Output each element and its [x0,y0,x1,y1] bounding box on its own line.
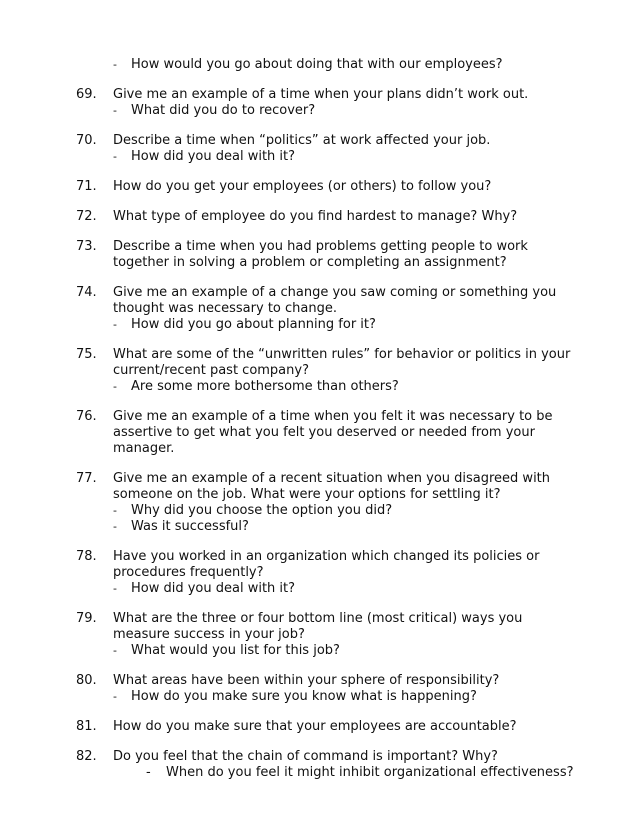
question-item [0,179,638,195]
question-number: 81. [76,719,97,734]
question-text: Have you worked in an organization which changed its policies or procedures frequently? [113,549,540,580]
dash-bullet: - [113,520,117,533]
question-number: 79. [76,611,97,626]
question-item [0,673,638,705]
dash-bullet: - [113,58,117,71]
sub-question-text: How would you go about doing that with our employees? [131,57,503,72]
question-item [0,471,638,535]
question-item [0,347,638,395]
sub-question-text: How did you go about planning for it? [131,317,376,332]
question-number: 75. [76,347,97,362]
question-item [0,409,638,457]
question-item [0,719,638,735]
question-item [0,239,638,271]
question-item [0,133,638,165]
sub-question-text: When do you feel it might inhibit organizational effectiveness? [166,765,574,780]
sub-question [113,519,583,535]
question-list [0,87,638,795]
question-text: What type of employee do you find hardest to manage? Why? [113,209,518,224]
sub-question-text: What would you list for this job? [131,643,340,658]
sub-question [113,503,583,519]
question-text: Describe a time when you had problems getting people to work together in solving a problem or completing an assignment? [113,239,528,270]
sub-question-text: What did you do to recover? [131,103,316,118]
sub-question-text: How do you make sure you know what is happening? [131,689,477,704]
question-number: 82. [76,749,97,764]
question-text: What are the three or four bottom line (most critical) ways you measure success in your job? [113,611,523,642]
question-text: Give me an example of a time when your plans didn’t work out. [113,87,529,102]
sub-question [113,379,583,395]
question-text: Give me an example of a change you saw coming or something you thought was necessary to change. [113,285,557,316]
question-number: 76. [76,409,97,424]
dash-bullet: - [113,150,117,163]
question-item [0,749,638,781]
question-text: What areas have been within your sphere of responsibility? [113,673,500,688]
question-text: What are some of the “unwritten rules” for behavior or politics in your current/recent past company? [113,347,571,378]
sub-question-text: How did you deal with it? [131,581,296,596]
sub-question-text: Was it successful? [131,519,249,534]
question-number: 74. [76,285,97,300]
dash-bullet: - [113,504,117,517]
dash-bullet: - [146,765,151,780]
question-number: 78. [76,549,97,564]
dash-bullet: - [113,582,117,595]
question-number: 80. [76,673,97,688]
sub-question [113,149,583,165]
question-item [0,285,638,333]
sub-question [113,103,583,119]
sub-question [113,317,583,333]
question-text: Describe a time when “politics” at work affected your job. [113,133,491,148]
question-item [0,611,638,659]
question-text: Give me an example of a time when you felt it was necessary to be assertive to get what you felt you deserved or needed from your manager. [113,409,553,456]
dash-bullet: - [113,380,117,393]
question-number: 71. [76,179,97,194]
question-item [0,209,638,225]
question-text: Do you feel that the chain of command is important? Why? [113,749,498,764]
question-number: 70. [76,133,97,148]
question-number: 72. [76,209,97,224]
sub-question [113,643,583,659]
continued-sub-question [113,57,583,73]
question-text: Give me an example of a recent situation when you disagreed with someone on the job. What were your options for settling it? [113,471,551,502]
dash-bullet: - [113,644,117,657]
question-number: 77. [76,471,97,486]
question-item [0,87,638,119]
sub-question-text: How did you deal with it? [131,149,296,164]
question-text: How do you get your employees (or others) to follow you? [113,179,492,194]
question-text: How do you make sure that your employees are accountable? [113,719,517,734]
sub-question-text: Why did you choose the option you did? [131,503,393,518]
sub-question [113,581,583,597]
question-item [0,549,638,597]
dash-bullet: - [113,690,117,703]
dash-bullet: - [113,104,117,117]
question-number: 73. [76,239,97,254]
question-number: 69. [76,87,97,102]
indented-sub-question [146,765,616,781]
dash-bullet: - [113,318,117,331]
sub-question [113,689,583,705]
sub-question-text: Are some more bothersome than others? [131,379,399,394]
